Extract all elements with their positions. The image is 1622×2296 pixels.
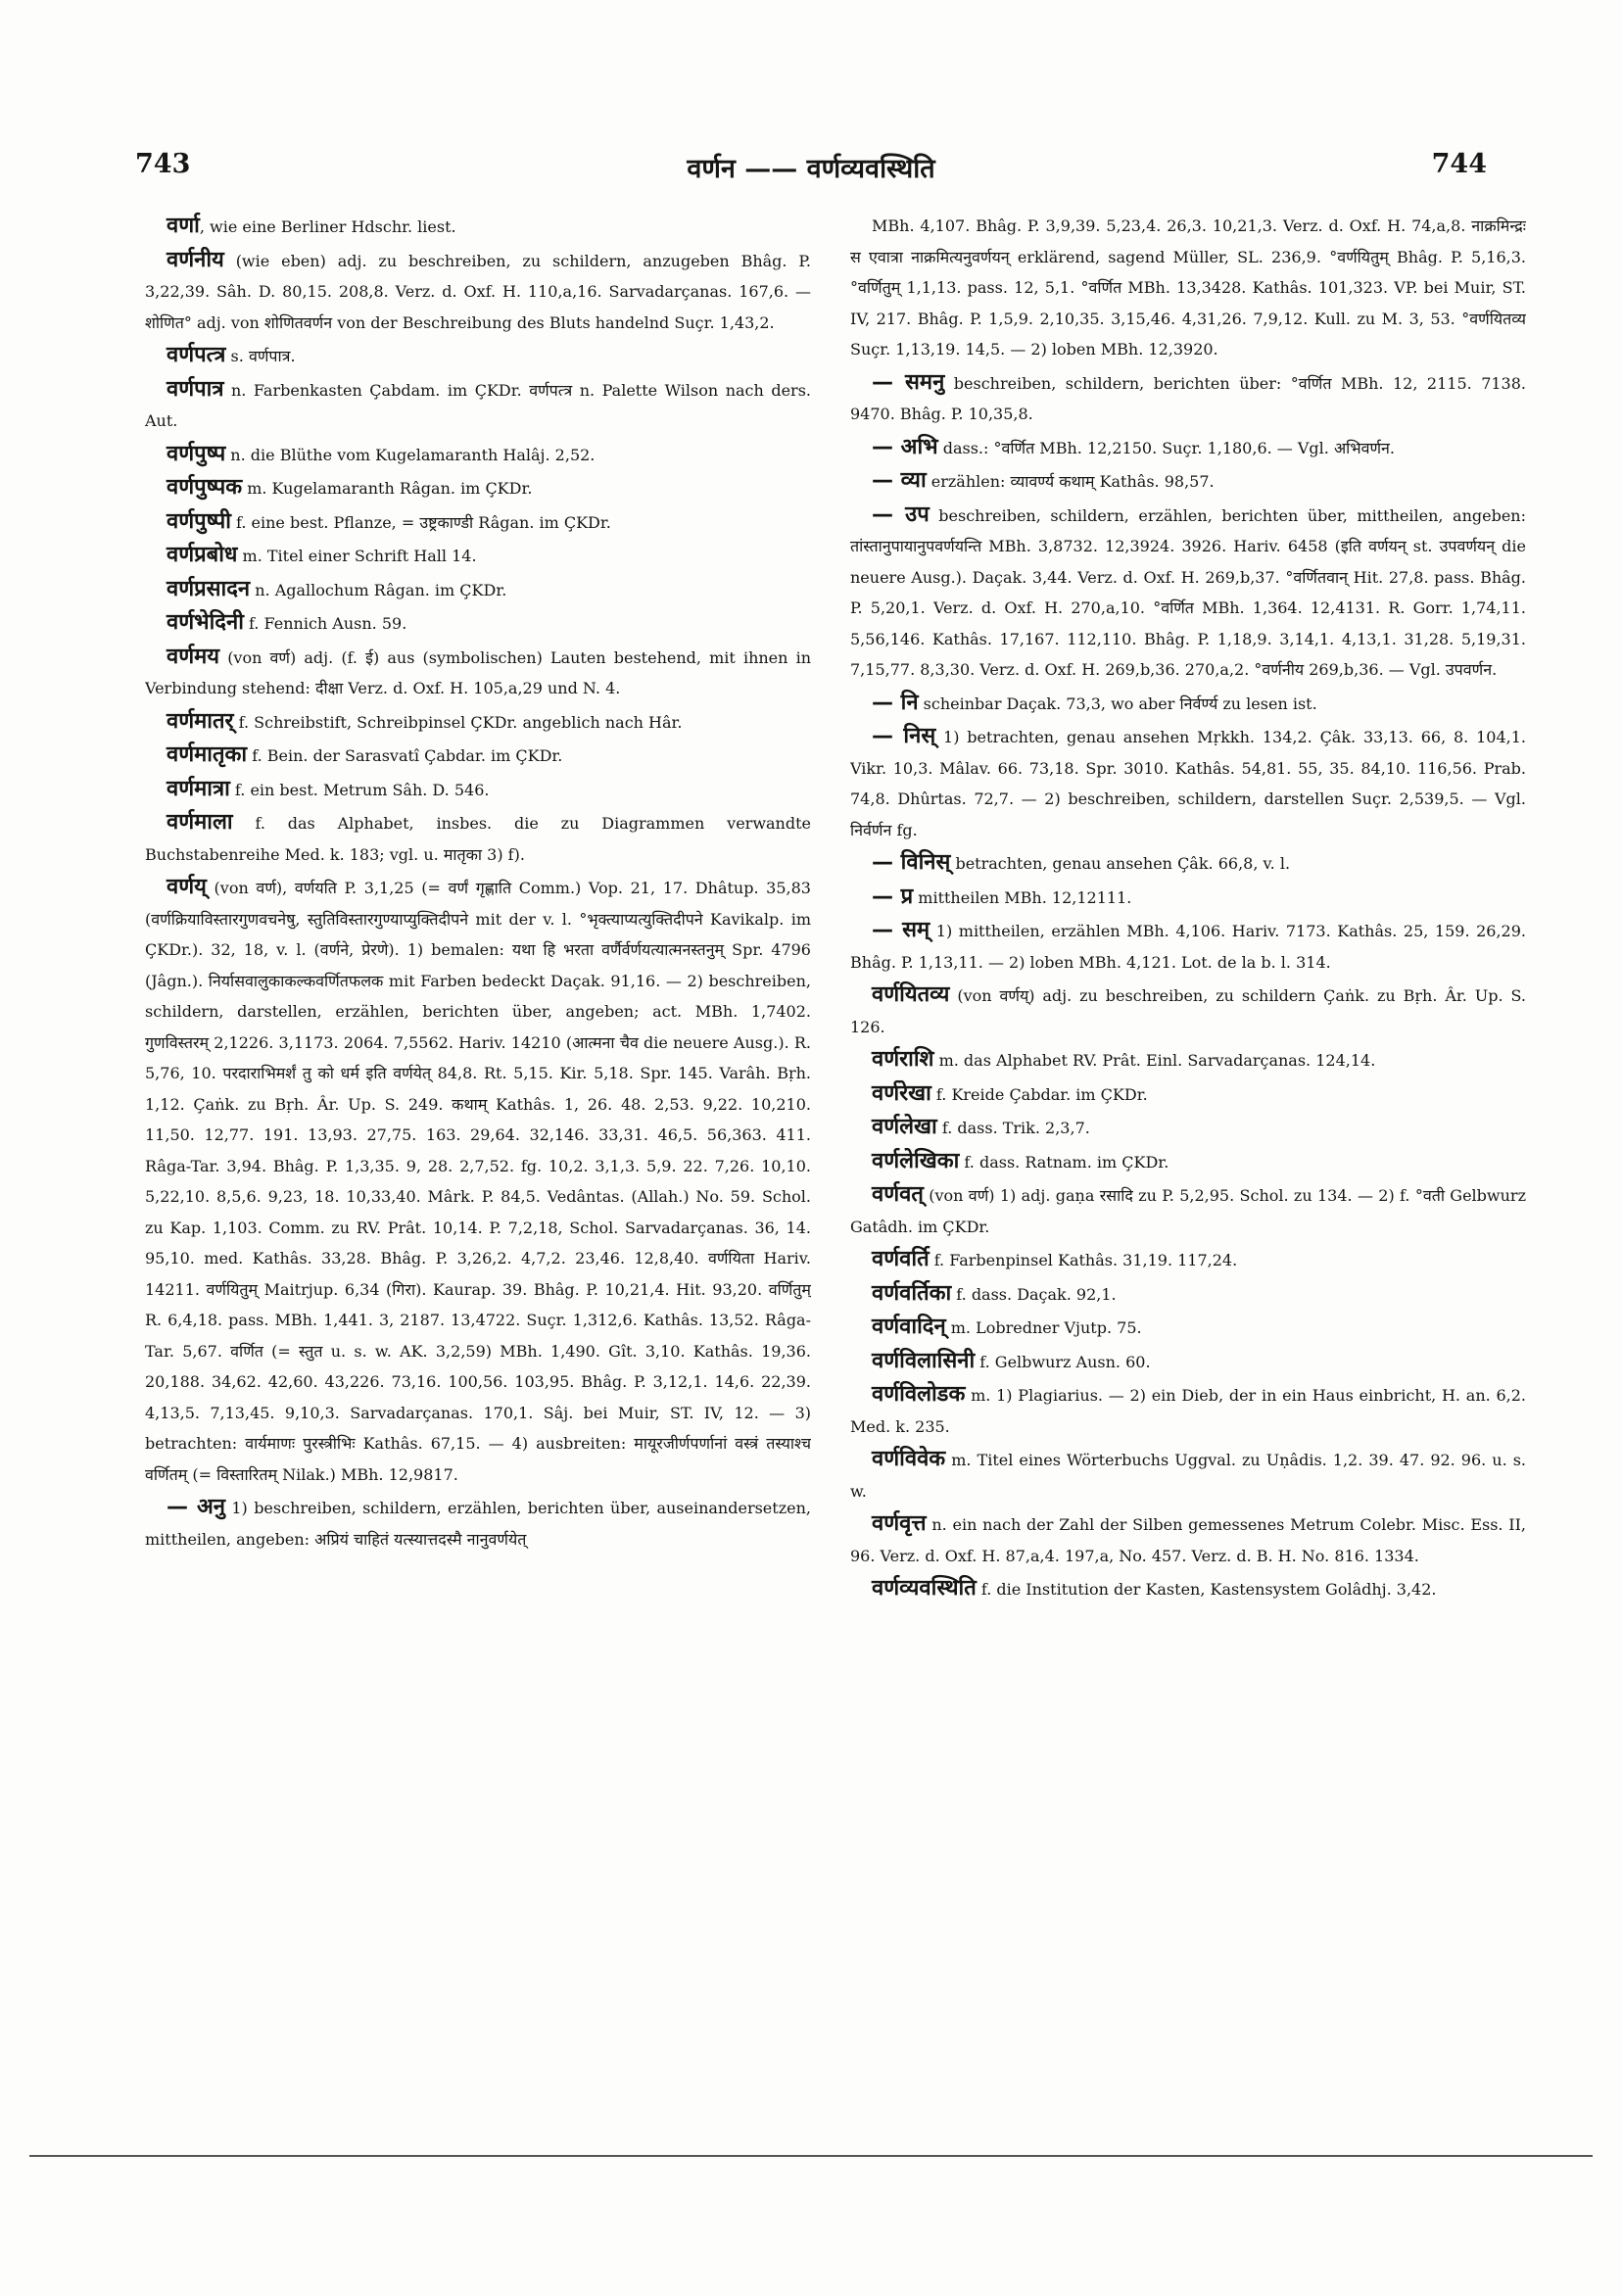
entry-text: 1) mittheilen, erzählen MBh. 4,106. Hariv. 7173. Kathâs. 25, 159. 26,29. Bhâg. P. 1,13,11. — 2) loben MBh. 4,121. Lot. de la b. l. 314. (850, 922, 1526, 972)
dictionary-entry (850, 1444, 1526, 1507)
entry-text: f. Farbenpinsel Kathâs. 31,19. 117,24. (929, 1251, 1238, 1269)
entry-text: f. die Institution der Kasten, Kastensystem Golâdhj. 3,42. (976, 1580, 1437, 1599)
entry-text: MBh. 4,107. Bhâg. P. 3,9,39. 5,23,4. 26,3. 10,21,3. Verz. d. Oxf. H. 74,a,8. नाक्रमिन्द्रः स एवात्रा नाक्रमित्यनुवर्णयन् erklärend, sagend Müller, SL. 236,9. °वर्णयितुम् Bhâg. P. 5,16,3. °वर्णितुम् 1,1,13. pass. 12, 5,1. °वर्णित MBh. 13,3428. Kathâs. 101,323. VP. bei Muir, ST. IV, 217. Bhâg. P. 1,5,9. 2,10,35. 3,15,46. 4,31,26. 7,9,12. Kull. zu M. 3, 53. °वर्णयितव्य Suçr. 1,13,19. 14,5. — 2) loben MBh. 12,3920. (850, 216, 1526, 359)
dictionary-entry (145, 211, 811, 243)
entry-headword: वर्णविवेक (872, 1447, 946, 1471)
dictionary-entry (850, 847, 1526, 880)
dictionary-entry (145, 706, 811, 739)
dictionary-entry (850, 1379, 1526, 1442)
entry-headword: — विनिस् (872, 850, 951, 875)
entry-headword: वर्णवर्तिका (872, 1280, 952, 1306)
entry-headword: वर्णवत् (872, 1182, 924, 1207)
entry-headword: — अभि (872, 434, 938, 459)
entry-text: f. das Alphabet, insbes. die zu Diagrammen verwandte Buchstabenreihe Med. k. 183; vgl. u. मातृका 3) f). (145, 814, 811, 864)
entry-headword: — प्र (872, 884, 914, 909)
entry-headword: वर्णमात्रा (167, 776, 230, 801)
entry-text: dass.: °वर्णित MBh. 12,2150. Suçr. 1,180,6. — Vgl. अभिवर्णन. (937, 438, 1396, 457)
dictionary-entry (850, 1146, 1526, 1178)
dictionary-entry (145, 1492, 811, 1555)
entry-text: m. Lobredner Vjutp. 75. (945, 1318, 1142, 1337)
entry-headword: वर्णमय (167, 644, 220, 669)
entry-text: beschreiben, schildern, berichten über: °वर्णित MBh. 12, 2115. 7138. 9470. Bhâg. P. 10,35,8. (850, 373, 1526, 423)
dictionary-entry (850, 465, 1526, 498)
entry-headword: वर्णपात्र (167, 376, 224, 402)
entry-text: betrachten, genau ansehen Çâk. 66,8, v. l. (950, 854, 1291, 873)
entry-text: , wie eine Berliner Hdschr. liest. (199, 217, 456, 236)
dictionary-entry (850, 1312, 1526, 1344)
dictionary-entry (145, 439, 811, 471)
entry-headword: वर्णवृत्त (872, 1511, 927, 1536)
entry-text: (wie eben) adj. zu beschreiben, zu schildern, anzugeben Bhâg. P. 3,22,39. Sâh. D. 80,15. 208,8. Verz. d. Oxf. H. 110,a,16. Sarvadarçanas. 167,6. — शोणित° adj. von शोणितवर्णन von der Beschreibung des Bluts handelnd Suçr. 1,43,2. (145, 251, 811, 332)
entry-text: mittheilen MBh. 12,12111. (913, 887, 1132, 907)
entry-text: m. Kugelamaranth Râgan. im ÇKDr. (242, 479, 533, 498)
entry-text: (von वर्ण), वर्णयति P. 3,1,25 (= वर्णं गृह्णाति Comm.) Vop. 21, 17. Dhâtup. 35,83 (वर्णक्रियाविस्तारगुणवचनेषु, स्तुतिविस्तारगुण्याप्युक्तिदीपने mit der v. l. °भृक्त्याप्यत्युक्तिदीपने Kavikalp. im ÇKDr.). 32, 18, v. l. (वर्णने, प्रेरणे). 1) bemalen: यथा हि भरता वर्णैर्वर्णयत्यात्मनस्तनुम् Spr. 4796 (Jâgn.). निर्यासवालुकाकल्कवर्णितफलक mit Farben bedeckt Daçak. 91,16. — 2) beschreiben, schildern, darstellen, erzählen, berichten über, angeben; act. MBh. 1,7402. गुणविस्तरम् 2,1226. 3,1173. 2064. 7,5562. Hariv. 14210 (आत्मना चैव die neuere Ausg.). R. 5,76, 10. परदाराभिमर्शं तु को धर्म इति वर्णयेत् 84,8. Rt. 5,15. Kir. 5,18. Spr. 145. Varâh. Bṛh. 1,12. Çaṅk. zu Bṛh. Âr. Up. S. 249. कथाम् Kathâs. 1, 26. 48. 2,53. 9,22. 10,210. 11,50. 12,77. 191. 13,93. 27,75. 163. 29,64. 32,146. 33,31. 46,5. 56,363. 411. Râga-Tar. 3,94. Bhâg. P. 1,3,35. 9, 28. 2,7,52. fg. 10,2. 3,1,3. 5,9. 22. 7,26. 10,10. 5,22,10. 8,5,6. 9,23, 18. 10,33,40. Mârk. P. 84,5. Vedântas. (Allah.) No. 59. Schol. zu Kap. 1,103. Comm. zu RV. Prât. 10,14. P. 7,2,18, Schol. Sarvadarçanas. 36, 14. 95,10. med. Kathâs. 33,28. Bhâg. P. 3,26,2. 4,7,2. 23,46. 12,8,40. वर्णयिता Hariv. 14211. वर्णयितुम् Maitrjup. 6,34 (गिरा). Kaurap. 39. Bhâg. P. 10,21,4. Hit. 93,20. वर्णितुम् R. 6,4,18. pass. MBh. 1,441. 3, 2187. 13,4722. Suçr. 1,312,6. Kathâs. 13,52. Râga-Tar. 5,67. वर्णित (= स्तुत u. s. w. AK. 3,2,59) MBh. 1,490. Gît. 3,10. Kathâs. 19,36. 20,188. 34,62. 42,60. 43,226. 73,16. 100,56. 103,95. Bhâg. P. 3,12,1. 14,6. 22,39. 4,13,5. 7,13,45. 9,10,3. Sarvadarçanas. 170,1. Sâj. bei Muir, ST. IV, 12. — 3) betrachten: वार्यमाणः पुरस्त्रीभिः Kathâs. 67,15. — 4) ausbreiten: मायूरजीर्णपर्णानां वस्त्रं तस्याश्च वर्णितम् (= विस्तारितम् Nilak.) MBh. 12,9817. (145, 879, 811, 1484)
entry-headword: वर्णमातर् (167, 708, 234, 734)
entry-headword: — अनु (167, 1495, 225, 1519)
entry-text: n. ein nach der Zahl der Silben gemessenes Metrum Colebr. Misc. Ess. II, 96. Verz. d. Oxf. H. 87,a,4. 197,a, No. 457. Verz. d. B. H. No. 816. 1334. (850, 1515, 1526, 1565)
dictionary-entry (850, 1112, 1526, 1144)
dictionary-entry (145, 872, 811, 1490)
entry-headword: वर्णमाला (167, 810, 233, 835)
entry-headword: वर्णा (167, 214, 200, 238)
entry-text: (von वर्णय्) adj. zu beschreiben, zu schildern Çaṅk. zu Bṛh. Âr. Up. S. 126. (850, 986, 1526, 1036)
dictionary-entry (145, 374, 811, 437)
entry-headword: — समनु (872, 369, 945, 395)
entry-text: (von वर्ण) 1) adj. gaṇa रसादि zu P. 5,2,95. Schol. zu 134. — 2) f. °वती Gelbwurz Gatâdh. im ÇKDr. (850, 1186, 1526, 1236)
entry-text: m. Titel eines Wörterbuchs Uggval. zu Uṇâdis. 1,2. 39. 47. 92. 96. u. s. w. (850, 1451, 1526, 1501)
dictionary-entry (850, 882, 1526, 914)
entry-headword: वर्णपुष्पक (167, 475, 243, 500)
dictionary-entry (850, 721, 1526, 845)
dictionary-entry (850, 1346, 1526, 1378)
entry-text: f. Kreide Çabdar. im ÇKDr. (930, 1084, 1148, 1104)
entry-headword: वर्णमातृका (167, 742, 248, 767)
entry-text: m. 1) Plagiarius. — 2) ein Dieb, der in ein Haus einbricht, H. an. 6,2. Med. k. 235. (850, 1386, 1526, 1436)
entry-text: f. dass. Trik. 2,3,7. (936, 1119, 1090, 1137)
dictionary-entry (145, 607, 811, 640)
dictionary-entry (850, 1044, 1526, 1076)
entry-text: f. Bein. der Sarasvatî Çabdar. im ÇKDr. (247, 746, 563, 765)
dictionary-entry (145, 574, 811, 606)
dictionary-entry (850, 367, 1526, 430)
entry-text: f. Schreibstift, Schreibpinsel ÇKDr. angeblich nach Hâr. (233, 712, 683, 732)
entry-headword: वर्णप्रबोध (167, 543, 238, 567)
dictionary-entry (145, 245, 811, 339)
entry-text: f. dass. Daçak. 92,1. (951, 1284, 1117, 1304)
page-number-right: 744 (1431, 149, 1487, 179)
right-column (850, 211, 1526, 2101)
entry-headword: वर्णवादिन् (872, 1315, 946, 1339)
dictionary-entry (850, 1508, 1526, 1571)
entry-text: n. Farbenkasten Çabdam. im ÇKDr. वर्णपत्त्र n. Palette Wilson nach ders. Aut. (145, 380, 811, 430)
dictionary-entry (145, 774, 811, 806)
dictionary-entry (850, 1278, 1526, 1311)
entry-text: f. Gelbwurz Ausn. 60. (975, 1352, 1151, 1371)
dictionary-entry (145, 506, 811, 539)
entry-headword: वर्णविलासिनी (872, 1348, 976, 1373)
entry-text: erzählen: व्यावर्ण्य कथाम् Kathâs. 98,57. (926, 472, 1215, 491)
entry-text: beschreiben, schildern, erzählen, berichten über, mittheilen, angeben: तांस्तानुपायानुपवर्णयन्ति MBh. 3,8732. 12,3924. 3926. Hariv. 6458 (इति वर्णयन् st. उपवर्णयन् die neuere Ausg.). Daçak. 3,44. Verz. d. Oxf. H. 269,b,37. °वर्णितवान् Hit. 27,8. pass. Bhâg. P. 5,20,1. Verz. d. Oxf. H. 270,a,10. °वर्णित MBh. 1,364. 12,4131. R. Gorr. 1,74,11. 5,56,146. Kathâs. 17,167. 112,110. Bhâg. P. 1,18,9. 3,14,1. 4,13,1. 31,28. 5,19,31. 7,15,77. 8,3,30. Verz. d. Oxf. H. 269,b,36. 270,a,2. °वर्णनीय 269,b,36. — Vgl. उपवर्णन. (850, 505, 1526, 679)
page-number-left: 743 (135, 149, 191, 179)
dictionary-entry (145, 807, 811, 870)
entry-text: m. das Alphabet RV. Prât. Einl. Sarvadarçanas. 124,14. (933, 1051, 1376, 1070)
dictionary-entry (850, 1244, 1526, 1276)
entry-headword: वर्णलेखिका (872, 1148, 960, 1173)
dictionary-entry (850, 915, 1526, 978)
entry-headword: — उप (872, 502, 930, 527)
entry-headword: वर्णभेदिनी (167, 610, 244, 635)
running-title: वर्णन —— वर्णव्यवस्थिति (687, 154, 935, 184)
dictionary-entry (850, 1179, 1526, 1242)
dictionary-entry (850, 500, 1526, 686)
entry-headword: वर्णव्यवस्थिति (872, 1576, 977, 1601)
dictionary-entry (145, 472, 811, 504)
entry-text: n. Agallochum Râgan. im ÇKDr. (250, 580, 507, 599)
dictionary-entry (850, 211, 1526, 365)
entry-headword: वर्णनीय (167, 247, 224, 272)
dictionary-entry (145, 540, 811, 572)
entry-headword: वर्णवर्ति (872, 1247, 930, 1271)
entry-headword: — सम् (872, 918, 930, 942)
entry-text: f. eine best. Pflanze, = उष्ट्रकाण्डी Râgan. im ÇKDr. (230, 512, 611, 532)
entry-text: s. वर्णपात्र. (225, 347, 296, 365)
entry-text: m. Titel einer Schrift Hall 14. (237, 547, 477, 565)
left-column (145, 211, 811, 2028)
entry-headword: — नि (872, 690, 919, 715)
entry-headword: वर्णपत्त्र (167, 343, 226, 367)
dictionary-entry (145, 340, 811, 372)
dictionary-entry (850, 1078, 1526, 1111)
entry-text: 1) betrachten, genau ansehen Mṛkkh. 134,2. Çâk. 33,13. 66, 8. 104,1. Vikr. 10,3. Mâlav. 66. 73,18. Spr. 3010. Kathâs. 54,81. 55, 35. 84,10. 116,56. Prab. 74,8. Dhûrtas. 72,7. — 2) beschreiben, schildern, darstellen Suçr. 2,539,5. — Vgl. निर्वर्णन fg. (850, 728, 1526, 839)
entry-headword: वर्णराशि (872, 1047, 934, 1072)
entry-text: f. Fennich Ausn. 59. (243, 614, 407, 633)
entry-text: scheinbar Daçak. 73,3, wo aber निर्वर्ण्य zu lesen ist. (918, 694, 1317, 713)
entry-headword: वर्णलेखा (872, 1115, 937, 1139)
dictionary-entry (850, 432, 1526, 464)
dictionary-entry (850, 980, 1526, 1042)
dictionary-entry (850, 688, 1526, 720)
entry-headword: वर्णयितव्य (872, 982, 950, 1007)
entry-text: 1) beschreiben, schildern, erzählen, berichten über, auseinandersetzen, mittheilen, angeben: अप्रियं चाहितं यत्स्यात्तदस्मै नानुवर्णयेत् (145, 1499, 811, 1549)
entry-headword: वर्णप्रसादन (167, 576, 251, 601)
dictionary-entry (145, 642, 811, 704)
entry-text: (von वर्ण) adj. (f. ई) aus (symbolischen) Lauten bestehend, mit ihnen in Verbindung stehend: दीक्षा Verz. d. Oxf. H. 105,a,29 und N. 4. (145, 647, 811, 697)
dictionary-entry (850, 1573, 1526, 1605)
entry-headword: वर्णविलोडक (872, 1382, 966, 1407)
dictionary-entry (145, 740, 811, 772)
entry-text: f. dass. Ratnam. im ÇKDr. (959, 1152, 1169, 1172)
entry-text: f. ein best. Metrum Sâh. D. 546. (229, 780, 490, 799)
entry-headword: वर्णपुष्पी (167, 508, 231, 534)
entry-headword: — व्या (872, 468, 927, 493)
entry-text: n. die Blüthe vom Kugelamaranth Halâj. 2,52. (225, 445, 596, 464)
entry-headword: वर्णपुष्प (167, 441, 226, 466)
entry-headword: वर्णरेखा (872, 1080, 931, 1106)
entry-headword: — निस् (872, 724, 936, 748)
footer-rule (29, 2155, 1593, 2157)
page-header (135, 149, 1487, 192)
entry-headword: वर्णय् (167, 875, 207, 899)
